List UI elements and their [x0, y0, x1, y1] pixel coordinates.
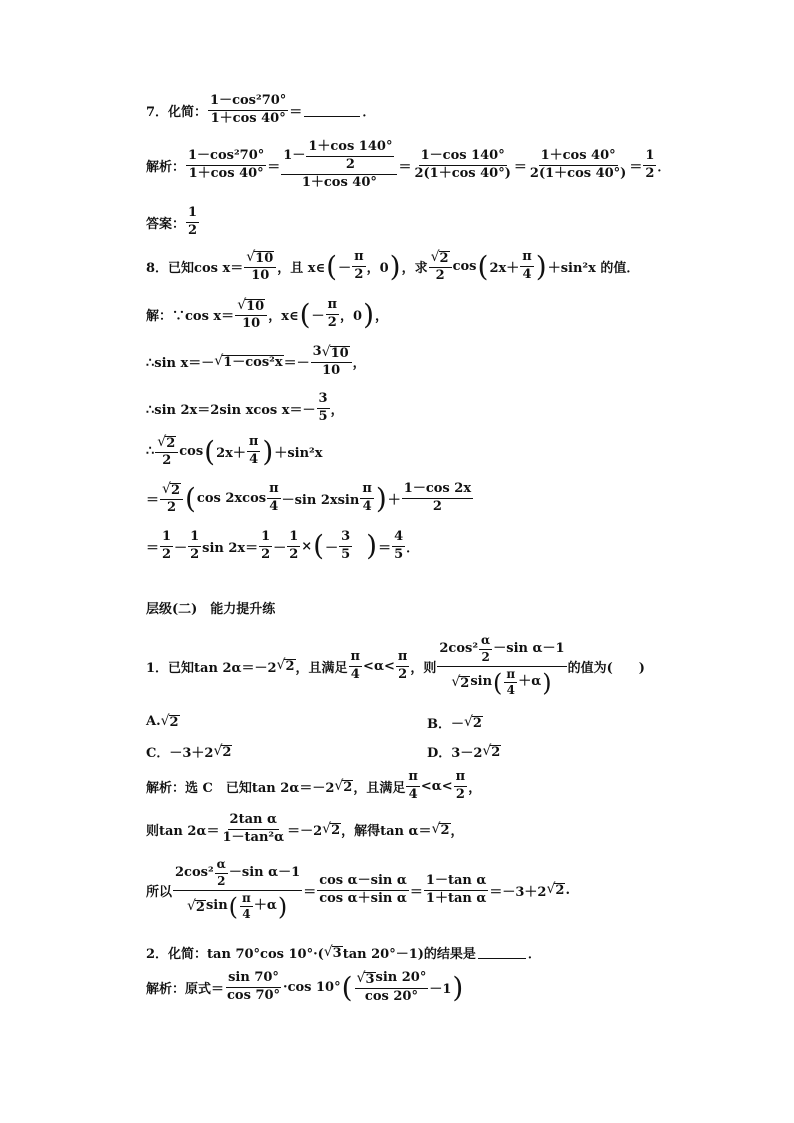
p1-solution-line-2: 则tan 2α＝ $\frac{\text{2tan α}}{\text{1－tan²α}}$ ＝－2 √ 2 ，解得tan α＝ √ 2 ， [146, 812, 464, 845]
q7-answer: 答案： $\frac{1}{2}$ [146, 205, 198, 238]
q7-solution: 解析： $\frac{\text{1－cos²70°}}{1+\cos 40^\circ}$ ＝ 1－ $\frac{1+\cos 140^\circ}{2}$ 1＋cos 40° ＝ $\frac{1-\cos 140^\circ}{2(1+\cos 40^\circ)}$ ＝ $\frac{1+\cos 40^\circ}{2(1+\cos 40^\circ)}$ ＝ $\frac{1}{2}$ ． [146, 139, 671, 190]
q7-fraction: $\frac{\text{1－cos²70°}}{1+\cos 40^\circ}$ [210, 93, 287, 126]
answer-blank [478, 946, 526, 959]
big-fraction: 2cos² $\frac{\alpha}{2}$ －sin α－1 √ 2 sin ( $\frac{\pi}{4}$ ＋α ) [439, 633, 565, 698]
q7-question: 7．化简： $\frac{\text{1－cos²70°}}{1+\cos 40^\circ}$ ＝ ． [146, 93, 376, 126]
p2-question: 2．化简：tan 70°cos 10°·( √ 3 tan 20°－1)的结果是 ． [146, 943, 541, 962]
answer-label: 答案： [146, 216, 186, 232]
p1-solution-line-1: 解析：选 C 已知tan 2α＝－2 √ 2 ，且满足 $\frac{\pi}{4}$ <α< $\frac{\pi}{2}$ ， [146, 769, 482, 802]
q8-solution-line-5: ＝ √ 2 2 ( cos 2xcos $\frac{\pi}{4}$ －sin 2xsin $\frac{\pi}{4}$ ) ＋ $\frac{1-\cos 2x}{2}$ [146, 481, 472, 516]
p1-solution-line-3: 所以 2cos² $\frac{\alpha}{2}$ －sin α－1 √ 2 sin ( $\frac{\pi}{4}$ ＋α ) ＝ $\frac{\text{cos α－sin α}}{\text{cos α＋sin α}}$ ＝ $\frac{\text{1－tan α}}{\text{1＋tan α}}$ ＝－3＋2 √ 2 . [146, 857, 570, 922]
q7-label: 7．化简： [146, 104, 208, 120]
solution-label: 解析： [146, 159, 186, 175]
option-c[interactable]: C．－3＋2 √ 2 [146, 742, 232, 761]
q8-solution-line-1: 解：∵cos x＝ √ 10 10 ，x∈ ( － $\frac{\pi}{2}$ ，0 ) ， [146, 297, 389, 332]
q8-solution-line-3: ∴sin 2x＝2sin xcos x＝－ $\frac{3}{5}$ ， [146, 391, 344, 424]
answer-blank [304, 104, 360, 117]
option-a[interactable]: A. √ 2 [146, 713, 179, 730]
q8-label: 8．已知cos x＝ [146, 261, 244, 277]
nested-fraction: 1－ $\frac{1+\cos 140^\circ}{2}$ 1＋cos 40° [281, 140, 397, 191]
q8-solution-line-4: ∴ √ 2 2 cos ( 2x＋ $\frac{\pi}{4}$ ) ＋sin²x [146, 434, 323, 469]
section-title: 层级(二) 能力提升练 [146, 602, 276, 617]
q8-question: 8．已知cos x＝ √ 10 10 ，且 x∈ ( － $\frac{\pi}{2}$ ，0 ) ，求 √ 2 2 cos ( 2x＋ $\frac{\pi}{4}$ ) ＋sin²x 的值． [146, 249, 640, 284]
p2-solution: 解析：原式＝ $\frac{\sin 70^\circ}{\cos 70^\circ}$ ·cos 10° ( √ 3 sin 20° cos 20° －1 ) [146, 970, 464, 1005]
option-b[interactable]: B．－ √ 2 [427, 713, 482, 732]
q8-solution-line-2: ∴sin x＝－ √ 1－cos²x ＝－ 3 √ 10 10 ， [146, 344, 366, 379]
p1-question: 1．已知tan 2α＝－2 √ 2 ，且满足 $\frac{\pi}{4}$ <α< $\frac{\pi}{2}$ ，则 2cos² $\frac{\alpha}{2}$ －sin α－1 √ 2 sin ( $\frac{\pi}{4}$ ＋α ) 的值为( ) [146, 633, 645, 698]
option-d[interactable]: D．3－2 √ 2 [427, 742, 501, 761]
q8-solution-line-6: ＝ $\frac{1}{2}$ － $\frac{1}{2}$ sin 2x＝ $\frac{1}{2}$ － $\frac{1}{2}$ × ( － $\frac{3}{5}$ ) ＝ $\frac{4}{5}$ ． [146, 529, 420, 563]
sqrt-symbol: √ 10 [246, 249, 274, 266]
